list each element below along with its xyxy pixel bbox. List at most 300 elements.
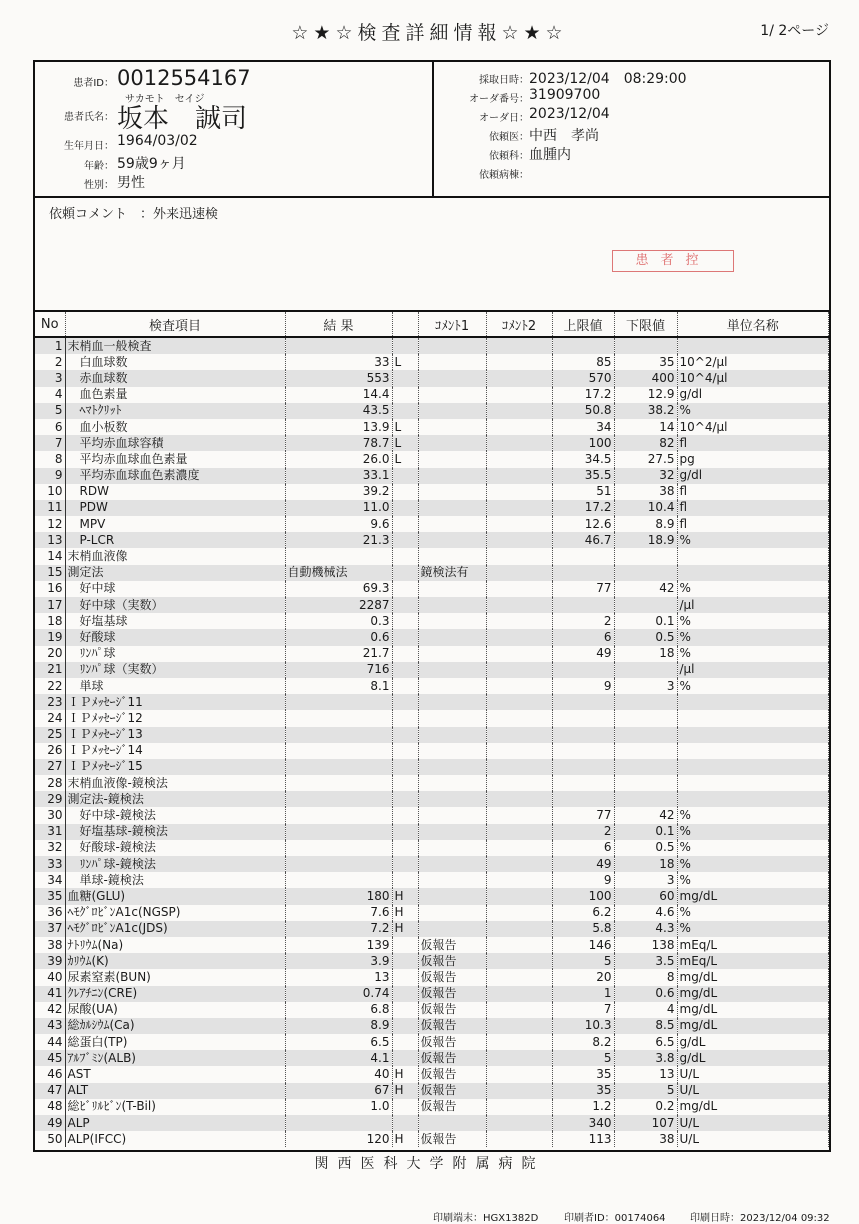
cell-lower: 0.1	[614, 824, 677, 840]
cell-lower	[614, 694, 677, 710]
table-row	[35, 969, 829, 985]
cell-result: 553	[285, 370, 392, 386]
cell-comment1	[418, 354, 486, 370]
cell-no: 23	[35, 694, 65, 710]
cell-unit: g/dL	[677, 1050, 829, 1066]
cell-comment1	[418, 856, 486, 872]
cell-upper: 34.5	[552, 451, 614, 467]
cell-comment1: 仮報告	[418, 1099, 486, 1115]
cell-unit: mg/dL	[677, 1002, 829, 1018]
cell-comment1	[418, 710, 486, 726]
cell-item: 好中球-鏡検法	[65, 807, 285, 823]
cell-comment1	[418, 840, 486, 856]
cell-upper	[552, 743, 614, 759]
cell-no: 42	[35, 1002, 65, 1018]
cell-unit: %	[677, 807, 829, 823]
cell-item: 血小板数	[65, 419, 285, 435]
cell-unit: fl	[677, 516, 829, 532]
cell-no: 14	[35, 548, 65, 564]
cell-no: 36	[35, 905, 65, 921]
cell-flag	[392, 337, 418, 354]
cell-comment1	[418, 370, 486, 386]
table-row	[35, 1034, 829, 1050]
cell-unit: U/L	[677, 1066, 829, 1082]
cell-lower	[614, 743, 677, 759]
cell-upper: 2	[552, 613, 614, 629]
table-row	[35, 1083, 829, 1099]
cell-upper: 77	[552, 581, 614, 597]
cell-no: 34	[35, 872, 65, 888]
patient-kana: サカモト セイジ	[125, 94, 205, 105]
cell-unit: pg	[677, 451, 829, 467]
cell-item: 平均赤血球血色素濃度	[65, 468, 285, 484]
cell-item: ALP	[65, 1115, 285, 1131]
cell-lower: 8	[614, 969, 677, 985]
cell-result	[285, 824, 392, 840]
cell-result	[285, 1115, 392, 1131]
cell-unit: g/dl	[677, 387, 829, 403]
cell-lower: 138	[614, 937, 677, 953]
cell-comment2	[486, 775, 552, 791]
cell-lower: 13	[614, 1066, 677, 1082]
cell-result: 1.0	[285, 1099, 392, 1115]
table-row	[35, 937, 829, 953]
cell-upper	[552, 337, 614, 354]
cell-upper: 77	[552, 807, 614, 823]
cell-item: 赤血球数	[65, 370, 285, 386]
cell-no: 27	[35, 759, 65, 775]
sex: 男性	[117, 175, 145, 191]
table-row	[35, 791, 829, 807]
cell-no: 8	[35, 451, 65, 467]
cell-item: ﾍﾓｸﾞﾛﾋﾞﾝA1c(NGSP)	[65, 905, 285, 921]
cell-item: 白血球数	[65, 354, 285, 370]
cell-lower	[614, 759, 677, 775]
cell-comment1	[418, 872, 486, 888]
header-col-no: No	[35, 312, 65, 337]
cell-comment2	[486, 597, 552, 613]
age: 59歳9ヶ月	[117, 156, 186, 172]
cell-comment2	[486, 1002, 552, 1018]
table-row	[35, 354, 829, 370]
cell-unit: %	[677, 613, 829, 629]
cell-comment2	[486, 840, 552, 856]
cell-unit: %	[677, 872, 829, 888]
cell-flag	[392, 516, 418, 532]
cell-item: 好中球	[65, 581, 285, 597]
table-row	[35, 986, 829, 1002]
cell-comment2	[486, 872, 552, 888]
cell-item: ALP(IFCC)	[65, 1131, 285, 1147]
cell-lower: 38	[614, 484, 677, 500]
table-row	[35, 613, 829, 629]
cell-upper: 9	[552, 678, 614, 694]
cell-comment2	[486, 484, 552, 500]
page-number: 1/ 2ページ	[760, 23, 829, 39]
cell-unit: fl	[677, 484, 829, 500]
table-row	[35, 435, 829, 451]
cell-comment2	[486, 953, 552, 969]
cell-upper: 6	[552, 840, 614, 856]
table-row	[35, 516, 829, 532]
cell-unit: %	[677, 678, 829, 694]
cell-comment2	[486, 403, 552, 419]
cell-comment2	[486, 905, 552, 921]
cell-lower: 35	[614, 354, 677, 370]
cell-unit: mg/dL	[677, 888, 829, 904]
cell-comment2	[486, 759, 552, 775]
table-row	[35, 662, 829, 678]
cell-flag	[392, 532, 418, 548]
cell-flag	[392, 775, 418, 791]
cell-no: 28	[35, 775, 65, 791]
cell-result	[285, 775, 392, 791]
table-row	[35, 727, 829, 743]
cell-comment1: 仮報告	[418, 986, 486, 1002]
cell-comment2	[486, 1131, 552, 1147]
cell-flag	[392, 872, 418, 888]
cell-lower: 3	[614, 872, 677, 888]
cell-item: RDW	[65, 484, 285, 500]
cell-comment2	[486, 419, 552, 435]
cell-upper: 1	[552, 986, 614, 1002]
cell-no: 50	[35, 1131, 65, 1147]
cell-result: 13	[285, 969, 392, 985]
cell-comment1	[418, 743, 486, 759]
cell-comment2	[486, 565, 552, 581]
cell-unit: mg/dL	[677, 1099, 829, 1115]
cell-comment1: 仮報告	[418, 1083, 486, 1099]
cell-flag	[392, 791, 418, 807]
cell-item: 末梢血液像-鏡検法	[65, 775, 285, 791]
cell-lower: 18.9	[614, 532, 677, 548]
cell-no: 30	[35, 807, 65, 823]
cell-unit: mEq/L	[677, 937, 829, 953]
table-row	[35, 387, 829, 403]
cell-no: 10	[35, 484, 65, 500]
print-terminal: 印刷端末：HGX1382D	[433, 1213, 539, 1224]
cell-comment1	[418, 888, 486, 904]
cell-unit: /μl	[677, 662, 829, 678]
cell-result: 21.3	[285, 532, 392, 548]
cell-no: 32	[35, 840, 65, 856]
cell-lower: 82	[614, 435, 677, 451]
cell-comment1	[418, 581, 486, 597]
cell-result: 716	[285, 662, 392, 678]
cell-lower: 0.5	[614, 840, 677, 856]
cell-no: 15	[35, 565, 65, 581]
cell-comment1	[418, 451, 486, 467]
cell-item: 総蛋白(TP)	[65, 1034, 285, 1050]
cell-item: ﾍﾓｸﾞﾛﾋﾞﾝA1c(JDS)	[65, 921, 285, 937]
cell-upper: 17.2	[552, 500, 614, 516]
collected-datetime: 2023/12/04 08:29:00	[529, 71, 687, 87]
cell-no: 29	[35, 791, 65, 807]
cell-comment2	[486, 468, 552, 484]
cell-comment1: 仮報告	[418, 1018, 486, 1034]
cell-comment1	[418, 759, 486, 775]
cell-comment2	[486, 516, 552, 532]
table-row	[35, 1099, 829, 1115]
cell-comment2	[486, 646, 552, 662]
cell-lower: 14	[614, 419, 677, 435]
cell-comment2	[486, 986, 552, 1002]
cell-no: 9	[35, 468, 65, 484]
cell-comment2	[486, 694, 552, 710]
cell-no: 6	[35, 419, 65, 435]
cell-result: 6.5	[285, 1034, 392, 1050]
cell-result: 2287	[285, 597, 392, 613]
cell-comment1	[418, 807, 486, 823]
cell-comment2	[486, 856, 552, 872]
order-no-label: オーダ番号：	[469, 94, 529, 105]
cell-no: 44	[35, 1034, 65, 1050]
cell-item: 平均赤血球血色素量	[65, 451, 285, 467]
cell-no: 47	[35, 1083, 65, 1099]
cell-result: 26.0	[285, 451, 392, 467]
cell-flag	[392, 1115, 418, 1131]
cell-lower: 3	[614, 678, 677, 694]
cell-lower: 4.3	[614, 921, 677, 937]
cell-flag	[392, 403, 418, 419]
cell-result: 7.2	[285, 921, 392, 937]
cell-upper: 49	[552, 646, 614, 662]
cell-lower	[614, 710, 677, 726]
cell-comment1: 仮報告	[418, 953, 486, 969]
table-row	[35, 1018, 829, 1034]
cell-flag	[392, 484, 418, 500]
cell-comment1: 仮報告	[418, 1131, 486, 1147]
cell-result	[285, 727, 392, 743]
cell-flag	[392, 953, 418, 969]
cell-item: 尿酸(UA)	[65, 1002, 285, 1018]
table-row	[35, 905, 829, 921]
cell-comment2	[486, 1034, 552, 1050]
cell-comment2	[486, 581, 552, 597]
cell-upper: 5.8	[552, 921, 614, 937]
table-row	[35, 1066, 829, 1082]
cell-upper: 113	[552, 1131, 614, 1147]
cell-flag	[392, 662, 418, 678]
cell-result: 21.7	[285, 646, 392, 662]
cell-unit: mg/dL	[677, 986, 829, 1002]
cell-no: 17	[35, 597, 65, 613]
table-row	[35, 872, 829, 888]
cell-comment2	[486, 1050, 552, 1066]
cell-unit: fl	[677, 435, 829, 451]
cell-lower: 60	[614, 888, 677, 904]
patient-id-label: 患者ID：	[73, 78, 114, 89]
cell-item: ＩＰﾒｯｾｰｼﾞ15	[65, 759, 285, 775]
cell-item: ｱﾙﾌﾞﾐﾝ(ALB)	[65, 1050, 285, 1066]
cell-no: 11	[35, 500, 65, 516]
cell-lower: 3.8	[614, 1050, 677, 1066]
cell-lower: 8.5	[614, 1018, 677, 1034]
collected-label: 採取日時：	[479, 75, 529, 86]
cell-unit	[677, 337, 829, 354]
cell-unit	[677, 727, 829, 743]
cell-no: 35	[35, 888, 65, 904]
table-row	[35, 775, 829, 791]
cell-no: 41	[35, 986, 65, 1002]
cell-result: 78.7	[285, 435, 392, 451]
cell-lower: 6.5	[614, 1034, 677, 1050]
cell-flag	[392, 387, 418, 403]
cell-no: 2	[35, 354, 65, 370]
cell-lower: 0.5	[614, 629, 677, 645]
table-row	[35, 856, 829, 872]
cell-lower: 4.6	[614, 905, 677, 921]
cell-unit	[677, 759, 829, 775]
cell-unit: U/L	[677, 1115, 829, 1131]
table-header	[35, 312, 829, 337]
cell-upper: 1.2	[552, 1099, 614, 1115]
cell-item: P-LCR	[65, 532, 285, 548]
cell-no: 48	[35, 1099, 65, 1115]
header-col-comment2: ｺﾒﾝﾄ2	[486, 312, 552, 337]
cell-comment2	[486, 969, 552, 985]
cell-upper: 100	[552, 888, 614, 904]
cell-comment1: 仮報告	[418, 1034, 486, 1050]
cell-upper	[552, 565, 614, 581]
cell-comment1	[418, 629, 486, 645]
cell-lower: 0.1	[614, 613, 677, 629]
patient-id: 0012554167	[117, 66, 251, 90]
cell-item: ﾅﾄﾘｳﾑ(Na)	[65, 937, 285, 953]
cell-comment1	[418, 791, 486, 807]
dob: 1964/03/02	[117, 133, 198, 149]
cell-flag: L	[392, 435, 418, 451]
cell-no: 40	[35, 969, 65, 985]
cell-item: 総ﾋﾞﾘﾙﾋﾞﾝ(T-Bil)	[65, 1099, 285, 1115]
cell-flag: L	[392, 419, 418, 435]
cell-result	[285, 759, 392, 775]
cell-lower: 12.9	[614, 387, 677, 403]
cell-comment2	[486, 921, 552, 937]
cell-upper: 6	[552, 629, 614, 645]
header-col-item: 検査項目	[65, 312, 285, 337]
cell-result	[285, 807, 392, 823]
cell-unit: g/dL	[677, 1034, 829, 1050]
cell-comment2	[486, 1083, 552, 1099]
cell-upper: 35.5	[552, 468, 614, 484]
cell-item: 尿素窒素(BUN)	[65, 969, 285, 985]
cell-comment2	[486, 791, 552, 807]
cell-no: 31	[35, 824, 65, 840]
table-row	[35, 451, 829, 467]
cell-no: 45	[35, 1050, 65, 1066]
cell-comment1: 仮報告	[418, 1066, 486, 1082]
cell-upper: 7	[552, 1002, 614, 1018]
cell-comment1	[418, 662, 486, 678]
cell-lower: 0.2	[614, 1099, 677, 1115]
cell-item: ＩＰﾒｯｾｰｼﾞ13	[65, 727, 285, 743]
cell-item: MPV	[65, 516, 285, 532]
cell-upper	[552, 727, 614, 743]
cell-item: 血糖(GLU)	[65, 888, 285, 904]
cell-no: 21	[35, 662, 65, 678]
table-row	[35, 824, 829, 840]
cell-flag	[392, 856, 418, 872]
cell-upper: 5	[552, 953, 614, 969]
cell-upper: 20	[552, 969, 614, 985]
cell-flag	[392, 548, 418, 564]
cell-item: 末梢血液像	[65, 548, 285, 564]
request-comment-text: 依頼コメント ：外来迅速検	[49, 207, 219, 222]
cell-flag: H	[392, 921, 418, 937]
table-row	[35, 565, 829, 581]
department: 血腫内	[529, 147, 571, 163]
cell-unit	[677, 791, 829, 807]
cell-lower: 42	[614, 807, 677, 823]
cell-no: 19	[35, 629, 65, 645]
cell-unit: %	[677, 532, 829, 548]
table-row	[35, 710, 829, 726]
cell-upper	[552, 597, 614, 613]
cell-no: 7	[35, 435, 65, 451]
cell-flag	[392, 613, 418, 629]
table-row	[35, 840, 829, 856]
print-datetime: 印刷日時：2023/12/04 09:32	[690, 1213, 830, 1224]
cell-unit	[677, 548, 829, 564]
cell-flag	[392, 565, 418, 581]
cell-no: 4	[35, 387, 65, 403]
cell-item: 好塩基球	[65, 613, 285, 629]
cell-lower: 3.5	[614, 953, 677, 969]
cell-result: 43.5	[285, 403, 392, 419]
table-row	[35, 548, 829, 564]
cell-item: ALT	[65, 1083, 285, 1099]
cell-item: ｸﾚｱﾁﾆﾝ(CRE)	[65, 986, 285, 1002]
cell-comment1	[418, 646, 486, 662]
report-frame	[33, 60, 831, 1152]
cell-flag	[392, 629, 418, 645]
table-row	[35, 403, 829, 419]
header-col-lower: 下限値	[614, 312, 677, 337]
cell-lower: 32	[614, 468, 677, 484]
table-row	[35, 419, 829, 435]
cell-unit: fl	[677, 500, 829, 516]
cell-lower: 38.2	[614, 403, 677, 419]
cell-lower: 8.9	[614, 516, 677, 532]
cell-lower: 38	[614, 1131, 677, 1147]
cell-comment2	[486, 710, 552, 726]
cell-unit: %	[677, 629, 829, 645]
cell-comment1	[418, 468, 486, 484]
cell-upper	[552, 759, 614, 775]
cell-no: 26	[35, 743, 65, 759]
cell-comment1	[418, 337, 486, 354]
cell-lower	[614, 791, 677, 807]
cell-comment2	[486, 807, 552, 823]
cell-unit	[677, 710, 829, 726]
cell-lower: 18	[614, 856, 677, 872]
patient-info	[35, 62, 434, 198]
cell-no: 43	[35, 1018, 65, 1034]
cell-item: 測定法	[65, 565, 285, 581]
cell-comment1	[418, 387, 486, 403]
cell-item: 好酸球	[65, 629, 285, 645]
dob-label: 生年月日：	[64, 141, 114, 152]
cell-upper	[552, 775, 614, 791]
cell-result: 0.6	[285, 629, 392, 645]
cell-comment2	[486, 888, 552, 904]
cell-upper: 51	[552, 484, 614, 500]
table-row	[35, 581, 829, 597]
cell-item: 血色素量	[65, 387, 285, 403]
table-row	[35, 629, 829, 645]
cell-lower: 10.4	[614, 500, 677, 516]
